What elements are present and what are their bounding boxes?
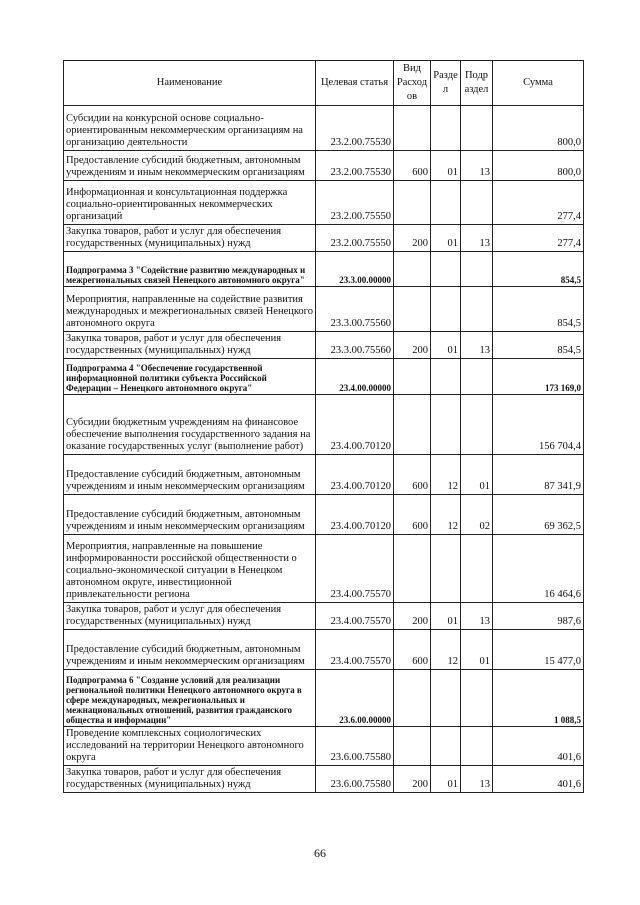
- row-name: Предоставление субсидий бюджетным, автономным учреждениям и иным некоммерческим организациям: [64, 455, 316, 495]
- row-subsection: 13: [461, 332, 493, 359]
- row-subsection: [461, 287, 493, 332]
- row-section: 01: [431, 766, 461, 793]
- row-subsection: 02: [461, 495, 493, 535]
- table-row: [64, 225, 584, 252]
- row-name: Подпрограмма 6 "Создание условий для реализации региональной политики Ненецкого автономного округа в сфере международных, межрегиональных и межнациональных отношений, развития гражданского общества и информации": [64, 670, 316, 727]
- row-section: [431, 106, 461, 151]
- row-sum: 15 477,0: [493, 630, 584, 670]
- table-header-row: [64, 61, 584, 106]
- row-subsection: 13: [461, 151, 493, 181]
- row-expense-type: [394, 670, 431, 727]
- row-section: [431, 287, 461, 332]
- row-section: 12: [431, 630, 461, 670]
- row-sum: 800,0: [493, 106, 584, 151]
- row-sum: 16 464,6: [493, 535, 584, 603]
- row-subsection: [461, 106, 493, 151]
- row-expense-type: 200: [394, 603, 431, 630]
- row-target-code: 23.4.00.75570: [316, 630, 394, 670]
- row-target-code: 23.2.00.75550: [316, 225, 394, 252]
- row-expense-type: 200: [394, 766, 431, 793]
- row-subsection: 13: [461, 603, 493, 630]
- row-name: Закупка товаров, работ и услуг для обеспечения государственных (муниципальных) нужд: [64, 766, 316, 793]
- header-subsection: Подр аздел: [461, 61, 493, 106]
- row-target-code: 23.4.00.70120: [316, 495, 394, 535]
- row-sum: 277,4: [493, 225, 584, 252]
- row-expense-type: [394, 535, 431, 603]
- row-subsection: 01: [461, 630, 493, 670]
- row-expense-type: 600: [394, 630, 431, 670]
- table-row: [64, 287, 584, 332]
- row-sum: 987,6: [493, 603, 584, 630]
- row-name: Мероприятия, направленные на содействие развития международных и межрегиональных связей Ненецкого автономного округа: [64, 287, 316, 332]
- row-name: Закупка товаров, работ и услуг для обеспечения государственных (муниципальных) нужд: [64, 225, 316, 252]
- row-name: Закупка товаров, работ и услуг для обеспечения государственных (муниципальных) нужд: [64, 603, 316, 630]
- row-subsection: 01: [461, 455, 493, 495]
- row-name: Предоставление субсидий бюджетным, автономным учреждениям и иным некоммерческим организациям: [64, 151, 316, 181]
- row-target-code: 23.2.00.75530: [316, 151, 394, 181]
- row-subsection: [461, 670, 493, 727]
- row-expense-type: 200: [394, 332, 431, 359]
- row-section: [431, 727, 461, 766]
- row-section: [431, 359, 461, 395]
- row-subsection: [461, 359, 493, 395]
- row-target-code: 23.6.00.75580: [316, 766, 394, 793]
- row-sum: 173 169,0: [493, 359, 584, 395]
- budget-table: [63, 60, 584, 793]
- row-target-code: 23.3.00.75560: [316, 332, 394, 359]
- row-section: 01: [431, 603, 461, 630]
- row-section: [431, 181, 461, 225]
- table-row: [64, 670, 584, 727]
- row-subsection: 13: [461, 225, 493, 252]
- row-section: 12: [431, 495, 461, 535]
- row-name: Информационная и консультационная поддержка социально-ориентированных некоммерческих организаций: [64, 181, 316, 225]
- row-name: Подпрограмма 3 "Содействие развитию международных и межрегиональных связей Ненецкого автономного округа": [64, 252, 316, 287]
- row-name: Подпрограмма 4 "Обеспечение государственной информационной политики субъекта Российской Федерации – Ненецкого автономного округа": [64, 359, 316, 395]
- row-name: Субсидии на конкурсной основе социально-ориентированным некоммерческим организациям на организацию деятельности: [64, 106, 316, 151]
- row-section: [431, 252, 461, 287]
- row-expense-type: 200: [394, 225, 431, 252]
- row-sum: 854,5: [493, 287, 584, 332]
- table-body: [64, 106, 584, 793]
- row-subsection: [461, 727, 493, 766]
- budget-table-container: [63, 60, 583, 793]
- table-row: [64, 535, 584, 603]
- row-sum: 854,5: [493, 332, 584, 359]
- row-sum: 854,5: [493, 252, 584, 287]
- row-expense-type: [394, 359, 431, 395]
- row-target-code: 23.6.00.75580: [316, 727, 394, 766]
- row-expense-type: 600: [394, 495, 431, 535]
- row-subsection: [461, 395, 493, 455]
- row-name: Мероприятия, направленные на повышение информированности российской общественности о социально-экономической ситуации в Ненецком автономном округе, инвестиционной привлекательности региона: [64, 535, 316, 603]
- row-target-code: 23.4.00.75570: [316, 603, 394, 630]
- row-target-code: 23.4.00.75570: [316, 535, 394, 603]
- row-section: [431, 395, 461, 455]
- table-row: [64, 603, 584, 630]
- row-name: Проведение комплексных социологических исследований на территории Ненецкого автономного округа: [64, 727, 316, 766]
- row-subsection: [461, 535, 493, 603]
- row-section: [431, 535, 461, 603]
- row-sum: 277,4: [493, 181, 584, 225]
- table-row: [64, 766, 584, 793]
- row-sum: 1 088,5: [493, 670, 584, 727]
- row-target-code: 23.6.00.00000: [316, 670, 394, 727]
- table-row: [64, 332, 584, 359]
- row-name: Предоставление субсидий бюджетным, автономным учреждениям и иным некоммерческим организациям: [64, 495, 316, 535]
- row-section: 12: [431, 455, 461, 495]
- table-row: [64, 630, 584, 670]
- row-sum: 156 704,4: [493, 395, 584, 455]
- table-row: [64, 106, 584, 151]
- row-target-code: 23.2.00.75550: [316, 181, 394, 225]
- table-row: [64, 151, 584, 181]
- row-target-code: 23.4.00.00000: [316, 359, 394, 395]
- header-code: Целевая статья: [316, 61, 394, 106]
- row-name: Закупка товаров, работ и услуг для обеспечения государственных (муниципальных) нужд: [64, 332, 316, 359]
- row-expense-type: [394, 395, 431, 455]
- page-number: 66: [314, 846, 326, 860]
- header-type: Вид Расход ов: [394, 61, 431, 106]
- row-target-code: 23.2.00.75530: [316, 106, 394, 151]
- table-row: [64, 252, 584, 287]
- row-subsection: [461, 252, 493, 287]
- row-name: Предоставление субсидий бюджетным, автономным учреждениям и иным некоммерческим организациям: [64, 630, 316, 670]
- row-expense-type: [394, 287, 431, 332]
- row-expense-type: [394, 252, 431, 287]
- row-expense-type: [394, 181, 431, 225]
- header-sum: Сумма: [493, 61, 584, 106]
- row-sum: 69 362,5: [493, 495, 584, 535]
- table-row: [64, 495, 584, 535]
- row-section: 01: [431, 151, 461, 181]
- row-sum: 800,0: [493, 151, 584, 181]
- row-subsection: 13: [461, 766, 493, 793]
- row-sum: 87 341,9: [493, 455, 584, 495]
- row-section: 01: [431, 332, 461, 359]
- table-row: [64, 455, 584, 495]
- row-expense-type: [394, 106, 431, 151]
- row-target-code: 23.3.00.00000: [316, 252, 394, 287]
- table-row: [64, 181, 584, 225]
- row-name: Субсидии бюджетным учреждениям на финансовое обеспечение выполнения государственного задания на оказание государственных услуг (выполнение работ): [64, 395, 316, 455]
- table-row: [64, 359, 584, 395]
- row-target-code: 23.4.00.70120: [316, 395, 394, 455]
- row-target-code: 23.3.00.75560: [316, 287, 394, 332]
- row-expense-type: 600: [394, 455, 431, 495]
- row-section: 01: [431, 225, 461, 252]
- header-name: Наименование: [64, 61, 316, 106]
- table-row: [64, 727, 584, 766]
- row-subsection: [461, 181, 493, 225]
- row-sum: 401,6: [493, 727, 584, 766]
- row-expense-type: [394, 727, 431, 766]
- row-sum: 401,6: [493, 766, 584, 793]
- header-section: Разде л: [431, 61, 461, 106]
- row-section: [431, 670, 461, 727]
- row-target-code: 23.4.00.70120: [316, 455, 394, 495]
- table-row: [64, 395, 584, 455]
- row-expense-type: 600: [394, 151, 431, 181]
